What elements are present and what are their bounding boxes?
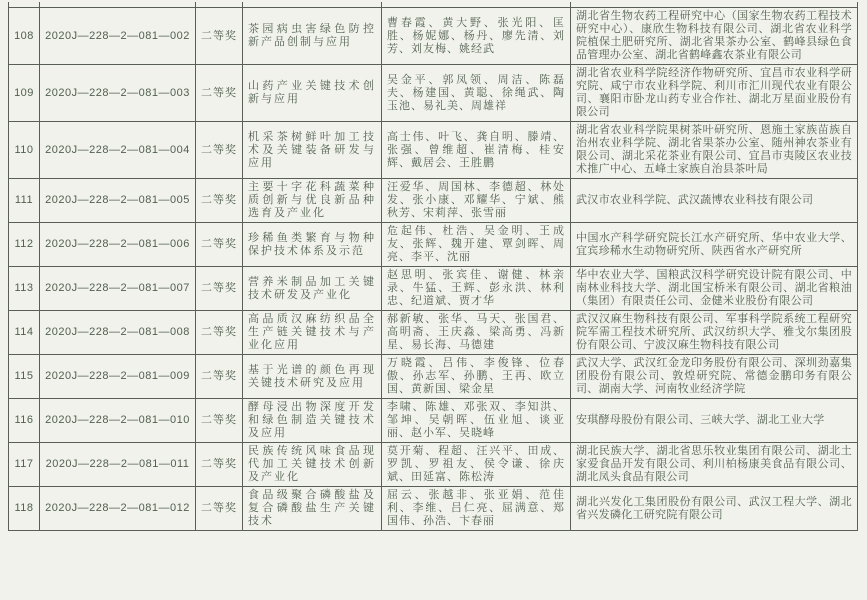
organizations-cell: 武汉汉麻生物科技有限公司、军事科学院系统工程研究院军需工程技术研究所、武汉纺织大学、雅戈尔集团股份有限公司、宁波汉麻生物科技有限公司 <box>571 311 858 355</box>
table-row <box>9 267 858 311</box>
organizations-cell: 中国水产科学研究院长江水产研究所、华中农业大学、宜宾珍稀水生动物研究所、陕西省水产研究所 <box>571 223 858 267</box>
award-grade-cell: 二等奖 <box>196 399 243 443</box>
award-grade-cell: 二等奖 <box>196 179 243 223</box>
organizations-cell: 武汉市农业科学院、武汉蔬博农业科技有限公司 <box>571 179 858 223</box>
award-grade-cell: 二等奖 <box>196 355 243 399</box>
row-number-cell: 108 <box>9 8 40 65</box>
award-code-cell: 2020J—228—2—081—012 <box>40 487 196 531</box>
organizations-cell: 湖北省农业科学院果树茶叶研究所、恩施土家族苗族自治州农业科学院、湖北省果茶办公室、随州神农茶业有限公司、湖北采花茶业有限公司、宜昌市夷陵区农业技术推广中心、五峰土家族自治县茶叶局 <box>571 122 858 179</box>
table-row <box>9 122 858 179</box>
organizations-cell: 湖北兴发化工集团股份有限公司、武汉工程大学、湖北省兴发磷化工研究院有限公司 <box>571 487 858 531</box>
row-number-cell: 111 <box>9 179 40 223</box>
table-row <box>9 487 858 531</box>
awardee-names-cell: 郝新敏、张华、马天、张国君、高明斋、王庆淼、梁高勇、冯新星、易长海、马德建 <box>382 311 571 355</box>
table-row <box>9 311 858 355</box>
organizations-cell: 湖北省生物农药工程研究中心（国家生物农药工程技术研究中心）、康欣生物科技有限公司、湖北省农业科学院植保土肥研究所、湖北省果茶办公室、鹤峰县绿色食品管理办公室、湖北省鹤峰鑫农茶业有限公司 <box>571 8 858 65</box>
row-number-cell: 116 <box>9 399 40 443</box>
table-row <box>9 399 858 443</box>
awardee-names-cell: 万晓霞、吕伟、李俊锋、位春傲、孙志军、孙鹏、王再、欧立国、黄新国、梁金星 <box>382 355 571 399</box>
award-code-cell: 2020J—228—2—081—004 <box>40 122 196 179</box>
table-row <box>9 65 858 122</box>
table-row <box>9 223 858 267</box>
award-list-table <box>8 2 858 531</box>
row-number-cell: 112 <box>9 223 40 267</box>
award-code-cell: 2020J—228—2—081—005 <box>40 179 196 223</box>
awardee-names-cell: 李啸、陈雄、邓张双、李知洪、邹坤、吴朝晖、伍业旭、谈亚丽、赵小军、吴晓峰 <box>382 399 571 443</box>
table-row <box>9 8 858 65</box>
table-body <box>9 2 858 531</box>
project-name-cell: 珍稀鱼类繁育与物种保护技术体系及示范 <box>243 223 382 267</box>
award-grade-cell: 二等奖 <box>196 487 243 531</box>
project-name-cell: 山药产业关键技术创新与应用 <box>243 65 382 122</box>
project-name-cell: 茶园病虫害绿色防控新产品创制与应用 <box>243 8 382 65</box>
table-row <box>9 179 858 223</box>
row-number-cell: 110 <box>9 122 40 179</box>
award-code-cell: 2020J—228—2—081—011 <box>40 443 196 487</box>
award-code-cell: 2020J—228—2—081—008 <box>40 311 196 355</box>
awardee-names-cell: 汪爱华、周国林、李德超、林处发、张小康、邓耀华、宁斌、熊秋芳、宋莉萍、张雪丽 <box>382 179 571 223</box>
award-grade-cell: 二等奖 <box>196 65 243 122</box>
project-name-cell: 高品质汉麻纺织品全生产链关键技术与产业化应用 <box>243 311 382 355</box>
project-name-cell: 民族传统风味食品现代加工关键技术创新及产业化 <box>243 443 382 487</box>
row-number-cell: 109 <box>9 65 40 122</box>
award-grade-cell: 二等奖 <box>196 311 243 355</box>
award-code-cell: 2020J—228—2—081—003 <box>40 65 196 122</box>
row-number-cell: 118 <box>9 487 40 531</box>
awardee-names-cell: 吴金平、郭凤领、周洁、陈磊夫、杨建国、黄聪、徐绳武、陶玉池、易礼美、周雄祥 <box>382 65 571 122</box>
organizations-cell: 湖北民族大学、湖北省思乐牧业集团有限公司、湖北土家爱食品开发有限公司、利川柏杨康美食品有限公司、湖北凤头食品有限公司 <box>571 443 858 487</box>
award-code-cell: 2020J—228—2—081—007 <box>40 267 196 311</box>
award-grade-cell: 二等奖 <box>196 443 243 487</box>
award-grade-cell: 二等奖 <box>196 122 243 179</box>
project-name-cell: 基于光谱的颜色再现关键技术研究及应用 <box>243 355 382 399</box>
row-number-cell: 115 <box>9 355 40 399</box>
project-name-cell: 营养米制品加工关键技术研发及产业化 <box>243 267 382 311</box>
awardee-names-cell: 赵思明、张宾佳、谢健、林亲录、牛猛、王辉、彭永洪、林利忠、纪道斌、贾才华 <box>382 267 571 311</box>
award-grade-cell: 二等奖 <box>196 8 243 65</box>
row-number-cell: 117 <box>9 443 40 487</box>
awardee-names-cell: 曹春霞、黄大野、张光阳、匡胜、杨妮娜、杨丹、廖先清、刘芳、刘友梅、姚经武 <box>382 8 571 65</box>
award-code-cell: 2020J—228—2—081—009 <box>40 355 196 399</box>
award-grade-cell: 二等奖 <box>196 267 243 311</box>
organizations-cell: 华中农业大学、国粮武汉科学研究设计院有限公司、中南林业科技大学、湖北国宝桥米有限公司、湖北省粮油（集团）有限责任公司、金健米业股份有限公司 <box>571 267 858 311</box>
awardee-names-cell: 高士伟、叶飞、龚自明、滕靖、张强、曾维超、崔清梅、桂安辉、戴居会、王胜鹏 <box>382 122 571 179</box>
organizations-cell: 湖北省农业科学院经济作物研究所、宜昌市农业科学研究院、咸宁市农业科学院、利川市汇川现代农业有限公司、襄阳市卧龙山药专业合作社、湖北万星面业股份有限公司 <box>571 65 858 122</box>
project-name-cell: 机采茶树鲜叶加工技术及关键装备研发与应用 <box>243 122 382 179</box>
award-code-cell: 2020J—228—2—081—010 <box>40 399 196 443</box>
project-name-cell: 食品级聚合磷酸盐及复合磷酸盐生产关键技术 <box>243 487 382 531</box>
organizations-cell: 武汉大学、武汉红金龙印务股份有限公司、深圳劲嘉集团股份有限公司、敦煌研究院、常德金鹏印务有限公司、湖南大学、河南牧业经济学院 <box>571 355 858 399</box>
project-name-cell: 酵母浸出物深度开发和绿色制造关键技术及应用 <box>243 399 382 443</box>
table-row <box>9 355 858 399</box>
table-row <box>9 443 858 487</box>
award-code-cell: 2020J—228—2—081—002 <box>40 8 196 65</box>
award-grade-cell: 二等奖 <box>196 223 243 267</box>
awardee-names-cell: 莫开菊、程超、汪兴平、田成、罗凯、罗祖友、侯令谦、徐庆斌、田延富、陈松涛 <box>382 443 571 487</box>
row-number-cell: 113 <box>9 267 40 311</box>
awardee-names-cell: 危起伟、杜浩、吴金明、王成友、张辉、魏开建、覃剑晖、周亮、李平、沈丽 <box>382 223 571 267</box>
project-name-cell: 主要十字花科蔬菜种质创新与优良新品种选育及产业化 <box>243 179 382 223</box>
organizations-cell: 安琪酵母股份有限公司、三峡大学、湖北工业大学 <box>571 399 858 443</box>
awardee-names-cell: 屈云、张越非、张亚娟、范佳利、李维、吕仁亮、屈满意、郑国伟、孙浩、卞春丽 <box>382 487 571 531</box>
row-number-cell: 114 <box>9 311 40 355</box>
award-code-cell: 2020J—228—2—081—006 <box>40 223 196 267</box>
